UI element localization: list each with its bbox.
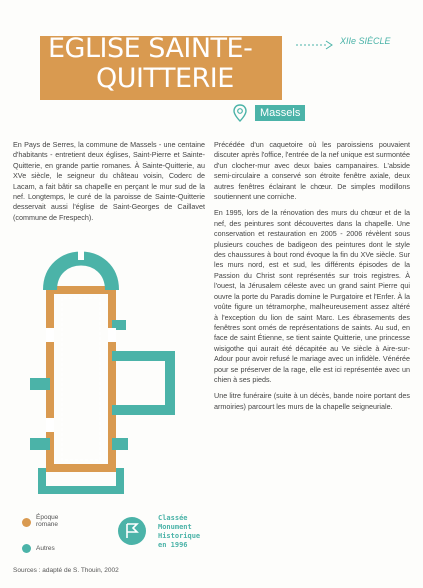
description-text: [214, 140, 410, 418]
classee-line-1: Classée: [158, 514, 188, 522]
classee-line-4: en 1996: [158, 541, 188, 549]
intro-text: [13, 140, 205, 229]
map-pin-icon: [230, 103, 250, 123]
sources-credit: Sources : adapté de S. Thouin, 2002: [13, 567, 119, 574]
century-label: XIIe SIÈCLE: [340, 36, 391, 46]
legend-romane-label: Époque romane: [36, 514, 59, 528]
description-paragraph-3: Une litre funéraire (suite à un décès, bande noire portant des armoiries) parcourt les murs de la chapelle seigneuriale.: [214, 391, 410, 411]
century-decoration: [296, 40, 336, 50]
monument-historique-icon: [118, 517, 146, 545]
description-paragraph-1: Précédée d'un caquetoire où les paroissiens pouvaient discuter après l'office, l'entrée de la nef unique est surmontée d'un clocher-mur avec deux baies campanaires. L'abside semi-circulaire a conservé son étroite fenêtre axiale, deux autres fenêtres éclairant le chœur. De simples modillons soutiennent une corniche.: [214, 140, 410, 202]
church-floor-plan: [12, 228, 207, 498]
description-paragraph-2: En 1995, lors de la rénovation des murs du chœur et de la nef, des peintures sont découvertes dans la chapelle. Une conservation et restauration en 2005 - 2006 révèlent sous plusieurs couches de badigeon des peintures dont le style des chaussures à bout rond évoque la fin du XVe siècle. Sur les murs nord, est et sud, les différents épisodes de la Passion du Christ sont représentés sur trois registres. À l'ouest, la Jérusalem céleste avec un grand saint Pierre qui ouvre la porte du Paradis domine le Purgatoire et l'Enfer. À la voûte figure un tétramorphe, malheureusement assez altéré à l'exception du lion de saint Marc. Les ébrasements des fenêtres sont ornés de représentations de saints. Au sud, en face de saint Étienne, se tient sainte Quitterie, une princesse wisigothe qui aurait été décapitée au Ve siècle à Aire-sur-Adour pour avoir refusé le mariage avec un infidèle. Vénérée pour se préserver de la rage, elle est ici représentée avec un chien à ses pieds.: [214, 208, 410, 384]
classee-line-3: Historique: [158, 532, 201, 540]
page-title-line1: ÉGLISE SAINTE-: [48, 33, 253, 64]
place-label: Massels: [255, 105, 305, 121]
legend-autres-swatch: [22, 544, 31, 553]
intro-paragraph: En Pays de Serres, la commune de Massels - une centaine d'habitants - entretient deux églises, Saint-Pierre et Sainte-Quitterie, en grande partie romanes. À Sainte-Quitterie, au XVe siècle, le seigneur du château voisin, Coderc de Lacam, a fait bâtir sa chapelle en perçant le mur sud de la nef. Longtemps, le curé de la paroisse de Sainte-Quitterie desservait aussi l'église de Saint-Georges de Caillavet (commune de Frespech).: [13, 140, 205, 222]
classee-line-2: Monument: [158, 523, 192, 531]
classification-note: [158, 514, 200, 550]
legend-romane-swatch: [22, 518, 31, 527]
page-title-line2: QUITTERIE: [96, 63, 234, 94]
legend-autres-label: Autres: [36, 545, 55, 552]
